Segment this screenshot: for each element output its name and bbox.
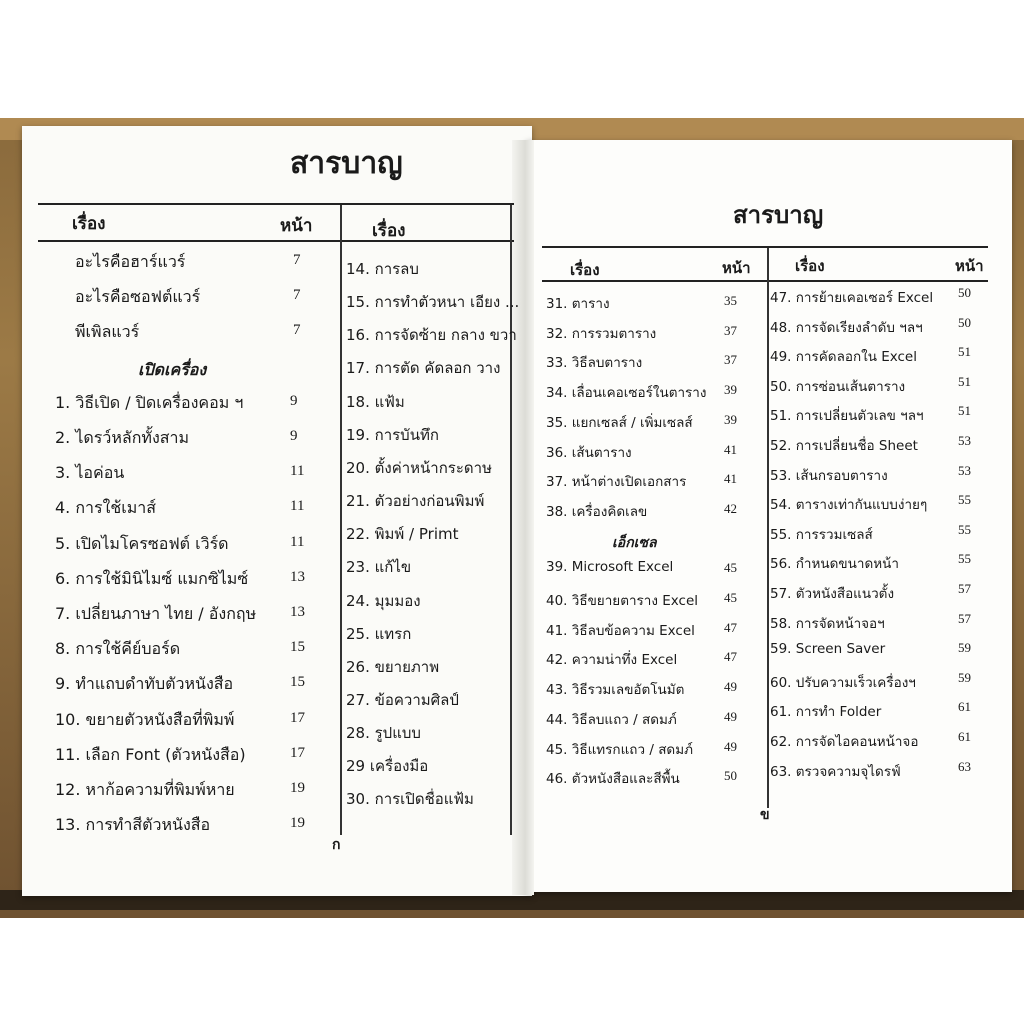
toc-entry: 14. การลบ bbox=[346, 260, 419, 278]
toc-entry: 40. วิธีขยายตาราง Excel bbox=[546, 593, 699, 609]
toc-page-number: 59 bbox=[958, 640, 971, 656]
toc-entry: 41. วิธีลบข้อความ Excel bbox=[546, 622, 695, 639]
toc-entry: 55. การรวมเซลส์ bbox=[770, 526, 873, 543]
toc-page-number: 15 bbox=[290, 639, 305, 656]
toc-entry: 38. เครื่องคิดเลข bbox=[546, 503, 648, 520]
toc-page-number: 19 bbox=[290, 780, 305, 796]
toc-entry: 52. การเปลี่ยนชื่อ Sheet bbox=[770, 438, 918, 454]
toc-page-number: 9 bbox=[290, 428, 298, 444]
toc-entry: 18. แฟ้ม bbox=[346, 392, 405, 411]
toc-page-number: 19 bbox=[290, 815, 305, 832]
toc-entry: 19. การบันทึก bbox=[346, 425, 439, 444]
toc-page-number: 61 bbox=[958, 699, 971, 715]
toc-page-number: 53 bbox=[958, 462, 971, 478]
toc-section-heading: เปิดเครื่อง bbox=[138, 359, 207, 379]
toc-entry: 63. ตรวจความจุไดรฟ์ bbox=[770, 763, 901, 780]
toc-entry: 17. การตัด คัดลอก วาง bbox=[346, 359, 501, 378]
toc-entry: 62. การจัดไอคอนหน้าจอ bbox=[770, 734, 919, 750]
toc-page-number: 11 bbox=[290, 533, 305, 550]
toc-entry: 31. ตาราง bbox=[546, 296, 610, 312]
toc-page-number: 59 bbox=[958, 669, 971, 685]
toc-page-number: 11 bbox=[290, 463, 305, 480]
toc-entry: 22. พิมพ์ / Primt bbox=[346, 525, 459, 544]
toc-entry: 10. ขยายตัวหนังสือที่พิมพ์ bbox=[55, 709, 235, 729]
toc-entry: 56. กำหนดขนาดหน้า bbox=[770, 556, 899, 573]
left-header-page: หน้า bbox=[280, 216, 313, 236]
toc-page-number: 41 bbox=[724, 471, 737, 487]
toc-page-number: 63 bbox=[958, 758, 971, 774]
left-page-title: สารบาญ bbox=[290, 146, 403, 181]
left-header-top-rule bbox=[38, 203, 514, 205]
toc-page-number: 51 bbox=[958, 344, 971, 360]
toc-entry: 25. แทรก bbox=[346, 624, 412, 643]
toc-page-number: 61 bbox=[958, 729, 971, 744]
toc-page-number: 11 bbox=[290, 498, 305, 515]
toc-entry: 61. การทำ Folder bbox=[770, 704, 882, 721]
right-page-title: สารบาญ bbox=[733, 200, 824, 229]
toc-page-number: 7 bbox=[293, 322, 301, 339]
left-page-footer: ก bbox=[332, 837, 341, 853]
toc-section-heading: เอ็กเซล bbox=[612, 534, 657, 551]
toc-page-number: 17 bbox=[290, 744, 305, 761]
toc-entry: อะไรคือฮาร์แวร์ bbox=[75, 252, 186, 271]
toc-page-number: 37 bbox=[724, 322, 737, 338]
toc-entry: 32. การรวมตาราง bbox=[546, 325, 657, 342]
toc-entry: 36. เส้นตาราง bbox=[546, 444, 632, 461]
toc-entry: 35. แยกเซลส์ / เพิ่มเซลส์ bbox=[546, 414, 693, 431]
toc-page-number: 39 bbox=[724, 382, 737, 398]
toc-entry: 47. การย้ายเคอเซอร์ Excel bbox=[770, 290, 934, 306]
toc-page-number: 13 bbox=[290, 568, 305, 585]
toc-page-number: 57 bbox=[958, 610, 971, 626]
toc-entry: 30. การเปิดชื่อแฟ้ม bbox=[346, 790, 474, 809]
right-header-bottom-rule bbox=[542, 280, 988, 282]
toc-page-number: 35 bbox=[724, 293, 737, 308]
right-page-footer: ข bbox=[760, 807, 770, 823]
toc-page-number: 42 bbox=[724, 500, 737, 516]
toc-entry: 1. วิธีเปิด / ปิดเครื่องคอม ฯ bbox=[55, 392, 244, 412]
left-header-bottom-rule bbox=[38, 240, 514, 242]
toc-entry: 54. ตารางเท่ากันแบบง่ายๆ bbox=[770, 497, 928, 514]
right-header-topic-2: เรื่อง bbox=[795, 257, 825, 275]
toc-entry: อะไรคือซอฟต์แวร์ bbox=[75, 287, 201, 307]
toc-page-number: 9 bbox=[290, 392, 298, 409]
toc-entry: 34. เลื่อนเคอเซอร์ในตาราง bbox=[546, 385, 707, 402]
toc-entry: 37. หน้าต่างเปิดเอกสาร bbox=[546, 474, 687, 491]
toc-entry: 57. ตัวหนังสือแนวตั้ง bbox=[770, 586, 895, 602]
right-header-page: หน้า bbox=[722, 259, 751, 277]
toc-entry: 16. การจัดซ้าย กลาง ขวา bbox=[346, 326, 517, 345]
toc-entry: 60. ปรับความเร็วเครื่องฯ bbox=[770, 674, 916, 691]
toc-page-number: 13 bbox=[290, 604, 305, 620]
toc-entry: 7. เปลี่ยนภาษา ไทย / อังกฤษ bbox=[55, 604, 257, 623]
toc-page-number: 39 bbox=[724, 411, 737, 427]
toc-entry: 6. การใช้มินิไมซ์ แมกซิไมซ์ bbox=[55, 568, 249, 588]
toc-page-number: 49 bbox=[724, 679, 737, 695]
toc-entry: 11. เลือก Font (ตัวหนังสือ) bbox=[55, 744, 246, 764]
toc-entry: 46. ตัวหนังสือและสีพื้น bbox=[546, 771, 680, 788]
right-column-divider bbox=[767, 248, 769, 808]
toc-page-number: 41 bbox=[724, 441, 737, 457]
toc-entry: 53. เส้นกรอบตาราง bbox=[770, 467, 888, 484]
toc-entry: 2. ไดรว์หลักทั้งสาม bbox=[55, 428, 190, 447]
toc-entry: 12. หาก้อความที่พิมพ์หาย bbox=[55, 780, 235, 799]
toc-page-number: 7 bbox=[293, 252, 301, 268]
left-header-topic-2: เรื่อง bbox=[372, 221, 406, 241]
toc-page-number: 37 bbox=[724, 352, 737, 368]
toc-entry: 39. Microsoft Excel bbox=[546, 559, 674, 576]
toc-page-number: 51 bbox=[958, 403, 971, 419]
toc-page-number: 47 bbox=[724, 649, 737, 665]
toc-entry: 28. รูปแบบ bbox=[346, 724, 421, 743]
toc-entry: 20. ตั้งค่าหน้ากระดาษ bbox=[346, 458, 492, 477]
toc-page-number: 50 bbox=[724, 768, 737, 784]
right-header-page-2: หน้า bbox=[955, 257, 984, 275]
toc-page-number: 49 bbox=[724, 738, 737, 754]
toc-page-number: 51 bbox=[958, 373, 971, 389]
toc-page-number: 57 bbox=[958, 581, 971, 596]
toc-entry: 42. ความน่าทึ่ง Excel bbox=[546, 652, 678, 669]
toc-entry: 3. ไอค่อน bbox=[55, 463, 125, 483]
toc-entry: 26. ขยายภาพ bbox=[346, 657, 440, 676]
toc-page-number: 55 bbox=[958, 521, 971, 537]
toc-entry: 45. วิธีแทรกแถว / สดมภ์ bbox=[546, 741, 693, 758]
toc-entry: 21. ตัวอย่างก่อนพิมพ์ bbox=[346, 492, 485, 511]
toc-page-number: 49 bbox=[724, 708, 737, 724]
toc-entry: 59. Screen Saver bbox=[770, 641, 886, 658]
toc-entry: 24. มุมมอง bbox=[346, 591, 421, 610]
toc-entry: 49. การคัดลอกใน Excel bbox=[770, 349, 917, 366]
toc-page-number: 55 bbox=[958, 492, 971, 508]
toc-entry: 27. ข้อความศิลป์ bbox=[346, 690, 459, 709]
toc-entry: 33. วิธีลบตาราง bbox=[546, 355, 643, 372]
toc-entry: 29 เครื่องมือ bbox=[346, 757, 429, 776]
toc-page-number: 45 bbox=[724, 590, 737, 605]
toc-page-number: 55 bbox=[958, 551, 971, 567]
toc-entry: พีเพิลแวร์ bbox=[75, 322, 140, 342]
toc-entry: 5. เปิดไมโครซอฟต์ เวิร์ด bbox=[55, 533, 229, 553]
toc-entry: 58. การจัดหน้าจอฯ bbox=[770, 615, 885, 632]
toc-entry: 43. วิธีรวมเลขอัตโนมัต bbox=[546, 682, 685, 699]
toc-page-number: 15 bbox=[290, 674, 305, 691]
toc-entry: 50. การซ่อนเส้นตาราง bbox=[770, 378, 906, 395]
right-header-topic: เรื่อง bbox=[570, 261, 600, 279]
toc-entry: 4. การใช้เมาส์ bbox=[55, 498, 157, 518]
book-spine bbox=[512, 140, 534, 895]
left-column-divider bbox=[340, 205, 342, 835]
toc-page-number: 45 bbox=[724, 560, 737, 576]
toc-page-number: 17 bbox=[290, 709, 305, 726]
toc-page-number: 53 bbox=[958, 433, 971, 448]
right-header-top-rule bbox=[542, 246, 988, 248]
toc-entry: 44. วิธีลบแถว / สดมภ์ bbox=[546, 711, 677, 728]
toc-entry: 23. แก้ไข bbox=[346, 558, 412, 577]
toc-page-number: 50 bbox=[958, 314, 971, 330]
toc-page-number: 50 bbox=[958, 285, 971, 300]
toc-entry: 48. การจัดเรียงลำดับ ฯลฯ bbox=[770, 319, 923, 336]
toc-entry: 9. ทำแถบดำทับตัวหนังสือ bbox=[55, 674, 234, 694]
left-header-topic: เรื่อง bbox=[72, 214, 106, 234]
toc-entry: 15. การทำตัวหนา เอียง ... bbox=[346, 293, 520, 312]
toc-entry: 13. การทำสีตัวหนังสือ bbox=[55, 815, 211, 835]
toc-entry: 8. การใช้คีย์บอร์ด bbox=[55, 639, 181, 659]
toc-page-number: 47 bbox=[724, 619, 737, 635]
toc-page-number: 7 bbox=[293, 287, 301, 304]
toc-entry: 51. การเปลี่ยนตัวเลข ฯลฯ bbox=[770, 408, 924, 425]
